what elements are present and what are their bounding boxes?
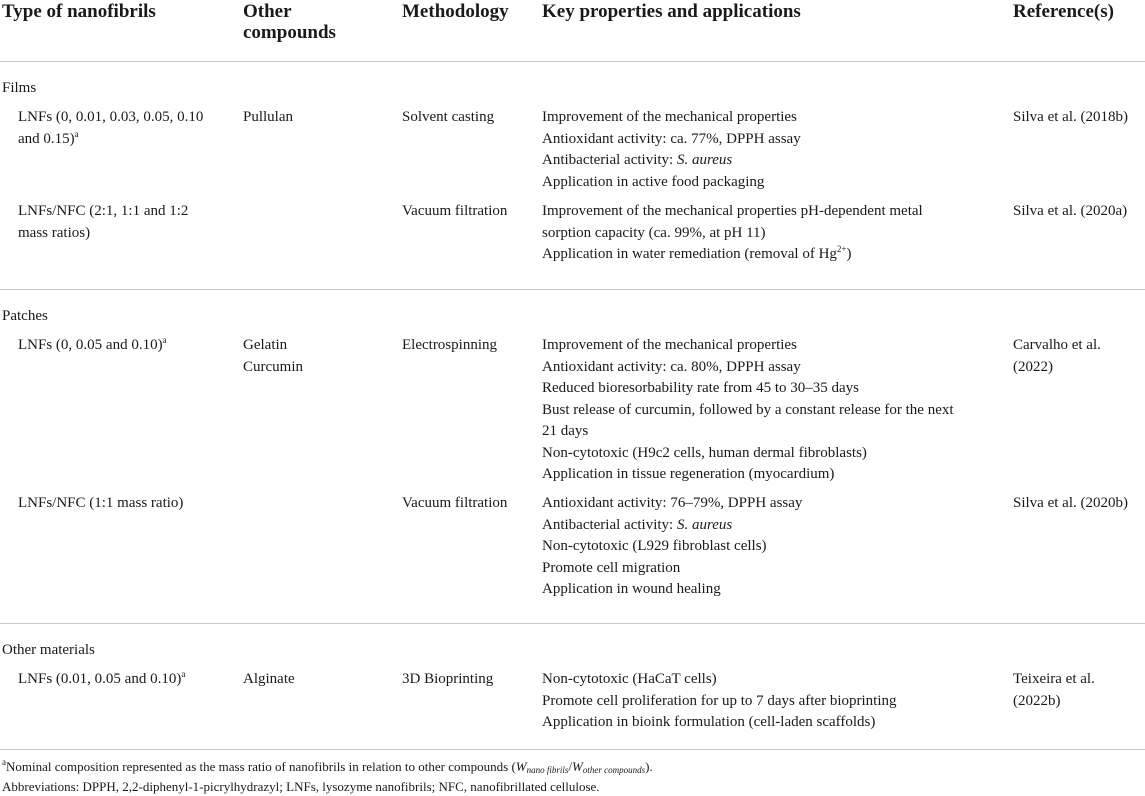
footnote-abbreviations: Abbreviations: DPPH, 2,2-diphenyl-1-picrylhydrazyl; LNFs, lysozyme nanofibrils; NFC, nanofibrillated cellulose. — [2, 779, 600, 794]
kp-line: Antioxidant activity: ca. 80%, DPPH assay — [542, 358, 801, 375]
table-header — [0, 0, 1145, 62]
cell-key-properties — [542, 201, 923, 266]
cell-type-line1 — [18, 669, 185, 691]
cell-type-line1: LNFs/NFC (2:1, 1:1 and 1:2 — [18, 203, 189, 219]
kp-line: Improvement of the mechanical properties pH-dependent metal — [542, 203, 923, 219]
cell-other-line2: Curcumin — [243, 358, 303, 375]
cell-reference-line2: (2022) — [1013, 358, 1053, 375]
kp-text-end: ) — [846, 246, 852, 262]
footnote-end: ). — [645, 759, 653, 774]
header-reference: Reference(s) — [1013, 1, 1114, 22]
cell-reference-line2: (2022b) — [1013, 692, 1061, 709]
cell-type — [18, 669, 185, 691]
cell-type — [18, 107, 203, 150]
cell-type-line1: LNFs (0, 0.01, 0.03, 0.05, 0.10 — [18, 109, 204, 125]
cell-key-properties — [542, 107, 801, 193]
cell-other — [243, 335, 303, 378]
footnote-w1: W — [515, 759, 527, 774]
footnote-w2-sub: other compounds — [582, 765, 646, 775]
kp-line — [542, 244, 923, 266]
footnote-a — [2, 757, 653, 776]
cell-other-line1: Gelatin — [243, 337, 288, 353]
cell-other: Alginate — [243, 671, 295, 687]
kp-line: Improvement of the mechanical properties — [542, 109, 797, 125]
cell-methodology: Electrospinning — [402, 337, 497, 353]
kp-line: Promote cell proliferation for up to 7 days after bioprinting — [542, 692, 897, 709]
section-label-other-materials: Other materials — [2, 642, 95, 658]
cell-type: LNFs/NFC (1:1 mass ratio) — [18, 495, 184, 511]
kp-text: Application in water remediation (removal of Hg — [542, 246, 837, 262]
section-label-patches: Patches — [2, 308, 48, 324]
kp-line: sorption capacity (ca. 99%, at pH 11) — [542, 224, 766, 241]
kp-line: 21 days — [542, 423, 589, 439]
header-other-line2: compounds — [243, 22, 336, 43]
kp-species: S. aureus — [676, 152, 733, 168]
kp-line: Application in wound healing — [542, 581, 721, 597]
kp-superscript: 2+ — [836, 244, 847, 254]
footnote-mark: a — [162, 335, 167, 345]
header-key-properties: Key properties and applications — [542, 1, 801, 22]
kp-line: Reduced bioresorbability rate from 45 to 30–35 days — [542, 380, 860, 396]
kp-line: Non-cytotoxic (HaCaT cells) — [542, 671, 717, 687]
kp-line: Bust release of curcumin, followed by a constant release for the next — [542, 401, 954, 418]
cell-reference-line1: Carvalho et al. — [1013, 337, 1101, 353]
kp-line: Application in active food packaging — [542, 173, 765, 190]
cell-type — [18, 335, 167, 357]
footnote-w1-sub: nano fibrils — [526, 765, 569, 775]
cell-type-text: and 0.15) — [18, 130, 75, 147]
kp-line — [542, 515, 802, 537]
cell-reference — [1013, 335, 1101, 378]
cell-reference: Silva et al. (2020b) — [1013, 495, 1128, 511]
section-label-films: Films — [2, 80, 37, 96]
kp-line: Application in tissue regeneration (myocardium) — [542, 466, 835, 482]
kp-line: Antioxidant activity: 76–79%, DPPH assay — [542, 495, 803, 511]
cell-reference: Silva et al. (2018b) — [1013, 109, 1128, 125]
cell-other: Pullulan — [243, 109, 294, 125]
kp-line: Antioxidant activity: ca. 77%, DPPH assay — [542, 130, 801, 147]
footnote-mark: a — [74, 128, 79, 139]
cell-reference — [1013, 669, 1095, 712]
kp-line: Non-cytotoxic (H9c2 cells, human dermal fibroblasts) — [542, 444, 867, 461]
kp-text: Antibacterial activity: — [542, 152, 677, 168]
footnote-mark: a — [181, 669, 186, 679]
kp-text: Antibacterial activity: — [542, 516, 677, 533]
cell-type-text: LNFs (0.01, 0.05 and 0.10) — [18, 671, 182, 687]
section-divider — [0, 289, 1145, 290]
kp-line: Improvement of the mechanical properties — [542, 337, 797, 353]
cell-key-properties — [542, 493, 802, 601]
kp-species: S. aureus — [676, 516, 733, 533]
cell-type-line1 — [18, 335, 167, 357]
cell-type-line2: mass ratios) — [18, 224, 91, 241]
cell-type-line2 — [18, 129, 203, 151]
cell-methodology: Solvent casting — [402, 109, 495, 125]
cell-reference-line1: Teixeira et al. — [1013, 671, 1095, 687]
kp-line — [542, 150, 801, 172]
kp-line: Promote cell migration — [542, 559, 681, 576]
footnote-slash: / — [568, 759, 573, 774]
cell-methodology: Vacuum filtration — [402, 495, 508, 511]
cell-key-properties — [542, 335, 954, 486]
footnote-w2: W — [572, 759, 583, 774]
header-other — [243, 1, 336, 43]
cell-methodology: 3D Bioprinting — [402, 671, 494, 687]
kp-line: Application in bioink formulation (cell-laden scaffolds) — [542, 714, 876, 730]
cell-methodology: Vacuum filtration — [402, 203, 508, 219]
cell-key-properties — [542, 669, 897, 734]
cell-type-text: LNFs (0, 0.05 and 0.10) — [18, 337, 163, 353]
cell-type — [18, 201, 188, 244]
table-bottom-rule — [0, 749, 1145, 750]
section-divider — [0, 623, 1145, 624]
header-type: Type of nanofibrils — [2, 1, 156, 22]
footnote-text: Nominal composition represented as the mass ratio of nanofibrils in relation to other compounds ( — [6, 759, 516, 774]
header-methodology: Methodology — [402, 1, 509, 22]
header-other-line1: Other — [243, 1, 292, 22]
kp-line: Non-cytotoxic (L929 fibroblast cells) — [542, 538, 767, 554]
footnote-mark: a — [2, 757, 6, 767]
cell-reference: Silva et al. (2020a) — [1013, 203, 1128, 219]
